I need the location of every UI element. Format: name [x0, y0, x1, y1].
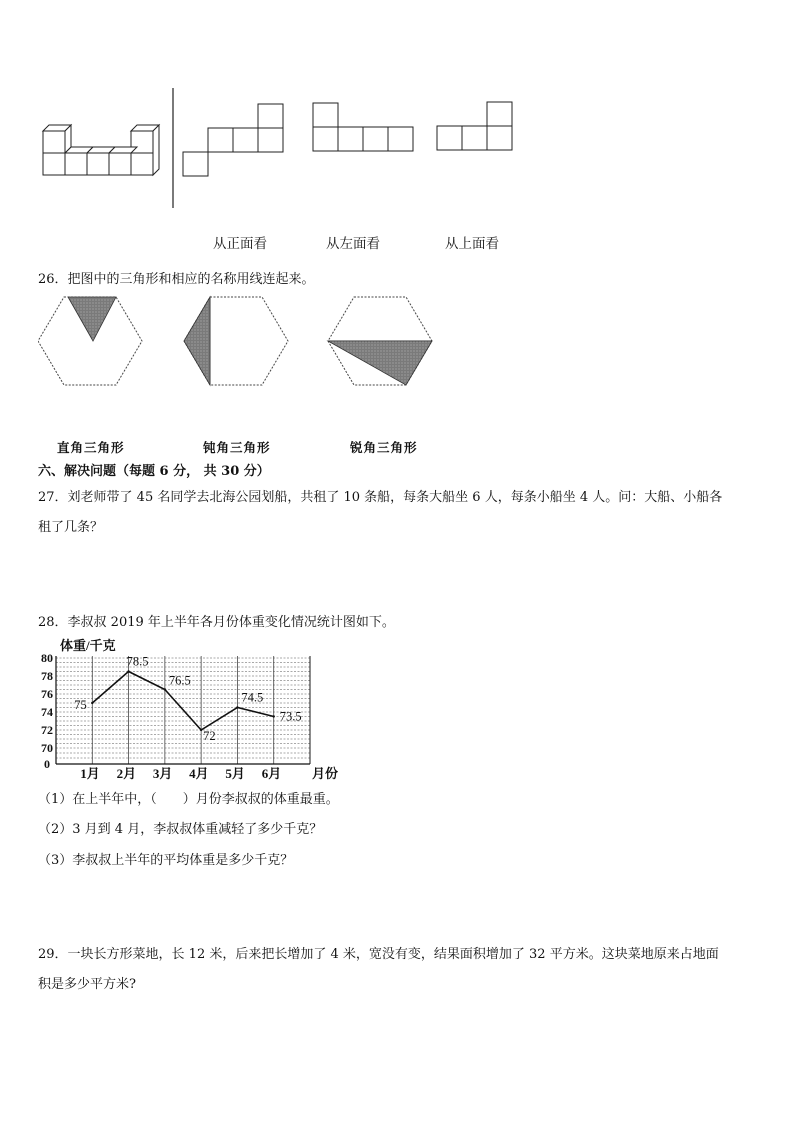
- hexagon-triangles-figure: [38, 293, 438, 388]
- triangle-name-obtuse: 钝角三角形: [203, 440, 271, 455]
- hexagon-3: [328, 297, 432, 385]
- x-tick-label: 4月: [189, 766, 209, 781]
- y-tick-label: 72: [41, 723, 53, 737]
- y-tick-label: 70: [41, 741, 53, 755]
- x-tick-label: 6月: [261, 766, 282, 781]
- q26-text: 26．把图中的三角形和相应的名称用线连起来。: [38, 272, 315, 287]
- q27-line2: 租了几条？: [38, 520, 104, 535]
- y-tick-label: 74: [41, 705, 53, 719]
- x-tick-label: 5月: [225, 766, 245, 781]
- data-label: 75: [74, 698, 87, 712]
- data-point: [236, 706, 238, 708]
- cube-views-figure: [38, 88, 518, 213]
- data-label: 78.5: [126, 654, 149, 669]
- top-view: [437, 102, 512, 150]
- data-label: 72: [203, 729, 216, 743]
- data-point: [164, 688, 166, 690]
- y-tick-label: 76: [41, 687, 53, 701]
- q29-line1: 29．一块长方形菜地，长 12 米，后来把长增加了 4 米，宽没有变，结果面积增加了 32 平方米。这块菜地原来占地面: [38, 947, 719, 962]
- triangle-name-right: 直角三角形: [57, 440, 125, 455]
- q28-sub3: （3）李叔叔上半年的平均体重是多少千克？: [38, 853, 294, 868]
- q29-line2: 积是多少平方米?: [38, 977, 136, 992]
- triangle-right: [184, 297, 210, 385]
- view-label-front: 从正面看: [213, 236, 267, 252]
- q27-line1: 27．刘老师带了 45 名同学去北海公园划船，共租了 10 条船，每条大船坐 6 人，每条小船坐 4 人。问：大船、小船各: [38, 490, 723, 505]
- chart-xlabel: 月份: [312, 766, 339, 781]
- q28-sub2: （2）3 月到 4 月，李叔叔体重减轻了多少千克？: [38, 822, 323, 837]
- chart-ylabel: 体重/千克: [60, 638, 116, 653]
- y-tick-label: 0: [44, 757, 50, 771]
- data-label: 74.5: [241, 690, 264, 705]
- left-view: [313, 103, 413, 151]
- data-label: 76.5: [168, 673, 191, 688]
- hexagon-1: [38, 297, 142, 385]
- data-label: 73.5: [279, 709, 302, 724]
- q28-sub1: （1）在上半年中，（ ）月份李叔叔的体重最重。: [38, 792, 339, 807]
- q28-text: 28．李叔叔 2019 年上半年各月份体重变化情况统计图如下。: [38, 615, 395, 630]
- y-tick-label: 80: [41, 651, 53, 665]
- weight-line-chart: [30, 632, 340, 782]
- hexagon-2: [184, 297, 288, 385]
- x-tick-label: 3月: [152, 766, 173, 781]
- data-point: [91, 702, 93, 704]
- x-tick-label: 1月: [80, 766, 100, 781]
- data-point: [273, 715, 275, 717]
- data-point: [200, 729, 202, 731]
- triangle-name-acute: 锐角三角形: [350, 440, 418, 455]
- view-label-left: 从左面看: [326, 236, 380, 252]
- x-tick-label: 2月: [116, 766, 137, 781]
- y-tick-label: 78: [41, 669, 53, 683]
- section-heading: 六、解决问题（每题 6 分， 共 30 分）: [38, 464, 270, 479]
- view-label-top: 从上面看: [445, 236, 499, 252]
- data-point: [127, 670, 129, 672]
- front-view: [183, 104, 283, 176]
- cube-solid-3d: [43, 125, 159, 175]
